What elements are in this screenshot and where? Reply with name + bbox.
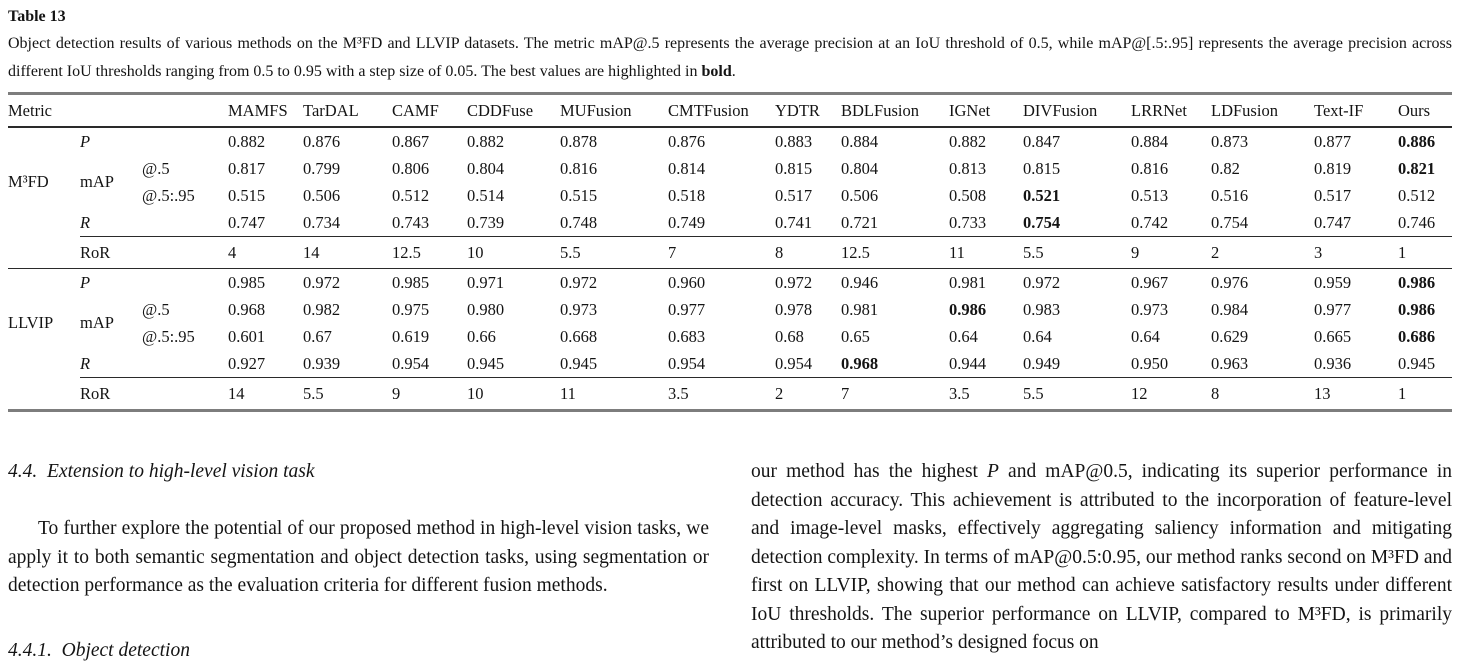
table-caption-text [8,30,1452,86]
value-cell: 0.619 [392,326,430,346]
value-cell: 0.815 [775,158,813,178]
value-cell: 0.513 [1131,185,1169,205]
caption-text-main: Object detection results of various methods on the M³FD and LLVIP datasets. The metric mAP@.5 represents the average precision at an IoU threshold of 0.5, while mAP@[.5:.95] represents the average precision across different IoU thresholds ranging from 0.5 to 0.95 with a step size of 0.05. The best values are highlighted in [8,35,1452,80]
value-cell: 0.878 [560,131,598,151]
value-cell: 0.67 [303,326,332,346]
value-cell: 0.746 [1398,212,1436,232]
value-cell: 0.747 [1314,212,1352,232]
value-cell: 1 [1398,237,1452,269]
value-cell: 0.944 [949,353,987,373]
value-cell: 0.936 [1314,353,1352,373]
dataset-section [8,127,1452,269]
right-paragraph-rest: and mAP@0.5, indicating its superior performance in detection accuracy. This achievement is attributed to the incorporation of feature-level and image-level masks, effectively aggregating saliency information and mitigating detection complexity. In terms of mAP@0.5:0.95, our method ranks second on M³FD and first on LLVIP, showing that our method can achieve satisfactory results under different IoU thresholds. The superior performance on LLVIP, compared to M³FD, is primarily attributed to our method’s designed focus on [751,461,1452,653]
value-cell: 14 [303,237,392,269]
value-cell: 12.5 [392,237,467,269]
table-caption-label: Table 13 [8,8,66,25]
value-cell: 0.734 [303,212,341,232]
script-p-symbol: P [987,461,999,482]
value-cell: 0.821 [1398,158,1436,178]
table-row [8,182,1452,209]
submetric-label: @.5 [142,158,170,178]
value-cell: 10 [467,378,560,411]
value-cell: 0.877 [1314,131,1352,151]
value-cell: 0.512 [1398,185,1436,205]
value-cell: 0.65 [841,326,870,346]
value-cell: 2 [1211,237,1314,269]
value-cell: 0.508 [949,185,987,205]
results-table [8,92,1452,412]
right-text-column [751,458,1452,665]
method-column-header: CMTFusion [668,94,775,128]
value-cell: 12 [1131,378,1211,411]
left-text-column [8,458,709,665]
submetric-label [142,127,228,155]
method-column-header: YDTR [775,94,841,128]
value-cell: 0.867 [392,131,430,151]
value-cell: 2 [775,378,841,411]
submetric-label: @.5:.95 [142,326,195,346]
value-cell: 0.986 [949,299,987,319]
value-cell: 0.884 [841,131,879,151]
value-cell: 14 [228,378,303,411]
value-cell: 9 [392,378,467,411]
table-row [8,127,1452,155]
metric-label: mAP [80,172,114,191]
value-cell: 0.986 [1398,299,1436,319]
value-cell: 0.873 [1211,131,1249,151]
value-cell: 0.954 [775,353,813,373]
value-cell: 0.518 [668,185,706,205]
value-cell: 0.506 [303,185,341,205]
submetric-label: @.5 [142,299,170,319]
value-cell: 0.949 [1023,353,1061,373]
table-header-row [8,94,1452,128]
value-cell: 0.939 [303,353,341,373]
table-row [8,350,1452,378]
method-column-header: IGNet [949,94,1023,128]
method-column-header: LDFusion [1211,94,1314,128]
value-cell: 11 [949,237,1023,269]
value-cell: 0.815 [1023,158,1061,178]
table-row [8,209,1452,237]
value-cell: 0.984 [1211,299,1249,319]
value-cell: 0.733 [949,212,987,232]
value-cell: 0.884 [1131,131,1169,151]
method-column-header: MUFusion [560,94,668,128]
value-cell: 3.5 [949,378,1023,411]
value-cell: 0.804 [841,158,879,178]
metric-column-header: Metric [8,94,228,128]
value-cell: 0.66 [467,326,496,346]
value-cell: 0.515 [560,185,598,205]
method-column-header: CAMF [392,94,467,128]
metric-label: P [80,272,91,292]
value-cell: 0.983 [1023,299,1061,319]
submetric-label: @.5:.95 [142,185,195,205]
right-paragraph-start: our method has the highest [751,461,988,482]
value-cell: 0.883 [775,131,813,151]
value-cell: 0.981 [841,299,879,319]
value-cell: 0.816 [560,158,598,178]
value-cell: 0.967 [1131,272,1169,292]
value-cell: 0.968 [228,299,266,319]
value-cell: 8 [775,237,841,269]
value-cell: 0.683 [668,326,706,346]
value-cell: 0.754 [1211,212,1249,232]
value-cell: 12.5 [841,237,949,269]
value-cell: 0.64 [1131,326,1160,346]
value-cell: 0.517 [1314,185,1352,205]
table-row [8,378,1452,411]
value-cell: 0.954 [668,353,706,373]
method-column-header: LRRNet [1131,94,1211,128]
value-cell: 0.954 [392,353,430,373]
value-cell: 0.927 [228,353,266,373]
value-cell: 0.749 [668,212,706,232]
submetric-label [142,209,228,237]
value-cell: 4 [228,237,303,269]
value-cell: 0.950 [1131,353,1169,373]
value-cell: 0.521 [1023,185,1061,205]
value-cell: 7 [841,378,949,411]
value-cell: 0.985 [228,272,266,292]
value-cell: 5.5 [560,237,668,269]
value-cell: 10 [467,237,560,269]
value-cell: 0.601 [228,326,266,346]
value-cell: 11 [560,378,668,411]
method-column-header: DIVFusion [1023,94,1131,128]
value-cell: 3.5 [668,378,775,411]
value-cell: 5.5 [1023,237,1131,269]
value-cell: 0.515 [228,185,266,205]
value-cell: 0.882 [949,131,987,151]
method-column-header: BDLFusion [841,94,949,128]
ror-spacer-cell [8,237,80,269]
value-cell: 0.945 [560,353,598,373]
submetric-label [142,350,228,378]
value-cell: 0.975 [392,299,430,319]
value-cell: 0.721 [841,212,879,232]
method-column-header: MAMFS [228,94,303,128]
method-column-header: TarDAL [303,94,392,128]
table-row [8,155,1452,182]
value-cell: 0.813 [949,158,987,178]
value-cell: 0.754 [1023,212,1061,232]
value-cell: 0.739 [467,212,505,232]
dataset-section [8,269,1452,411]
metric-label: mAP [80,313,114,332]
right-paragraph [751,458,1452,658]
method-column-header: CDDFuse [467,94,560,128]
value-cell: 0.972 [775,272,813,292]
table-row [8,269,1452,297]
value-cell: 0.976 [1211,272,1249,292]
value-cell: 0.960 [668,272,706,292]
value-cell: 0.982 [303,299,341,319]
value-cell: 0.945 [1398,353,1436,373]
value-cell: 0.882 [228,131,266,151]
value-cell: 0.804 [467,158,505,178]
value-cell: 0.973 [560,299,598,319]
value-cell: 0.945 [467,353,505,373]
section-heading: 4.4. Extension to high-level vision task [8,461,315,482]
value-cell: 0.876 [303,131,341,151]
value-cell: 0.741 [775,212,813,232]
table-row [8,296,1452,323]
value-cell: 0.972 [560,272,598,292]
metric-label: R [80,353,91,373]
value-cell: 0.64 [949,326,978,346]
ror-label: RoR [80,378,228,411]
value-cell: 0.876 [668,131,706,151]
value-cell: 0.816 [1131,158,1169,178]
value-cell: 0.971 [467,272,505,292]
value-cell: 0.514 [467,185,505,205]
value-cell: 0.819 [1314,158,1352,178]
caption-tail: . [731,63,736,80]
value-cell: 0.517 [775,185,813,205]
value-cell: 0.686 [1398,326,1436,346]
value-cell: 0.946 [841,272,879,292]
body-text-columns [8,458,1452,665]
value-cell: 0.986 [1398,272,1436,292]
value-cell: 0.747 [228,212,266,232]
value-cell: 0.743 [392,212,430,232]
left-paragraph: To further explore the potential of our proposed method in high-level vision tasks, we apply it to both semantic segmentation and object detection tasks, using segmentation or detection performance as the evaluation criteria for different fusion methods. [8,518,709,596]
value-cell: 0.512 [392,185,430,205]
value-cell: 0.817 [228,158,266,178]
value-cell: 0.668 [560,326,598,346]
value-cell: 0.977 [668,299,706,319]
value-cell: 0.68 [775,326,804,346]
dataset-label: M³FD [8,172,49,192]
submetric-label [142,269,228,297]
value-cell: 0.968 [841,353,879,373]
value-cell: 0.963 [1211,353,1249,373]
table-row [8,323,1452,350]
value-cell: 1 [1398,378,1452,411]
value-cell: 0.978 [775,299,813,319]
value-cell: 0.886 [1398,131,1436,151]
value-cell: 0.82 [1211,158,1240,178]
value-cell: 5.5 [303,378,392,411]
value-cell: 3 [1314,237,1398,269]
value-cell: 0.981 [949,272,987,292]
value-cell: 13 [1314,378,1398,411]
value-cell: 0.882 [467,131,505,151]
value-cell: 9 [1131,237,1211,269]
value-cell: 0.814 [668,158,706,178]
value-cell: 0.742 [1131,212,1169,232]
value-cell: 0.665 [1314,326,1352,346]
subsection-heading: 4.4.1. Object detection [8,639,190,661]
metric-label: P [80,131,91,151]
caption-bold-word: bold [701,63,732,80]
value-cell: 5.5 [1023,378,1131,411]
metric-label: R [80,212,91,232]
value-cell: 0.977 [1314,299,1352,319]
value-cell: 0.748 [560,212,598,232]
value-cell: 8 [1211,378,1314,411]
value-cell: 0.973 [1131,299,1169,319]
value-cell: 7 [668,237,775,269]
value-cell: 0.959 [1314,272,1352,292]
table-row [8,237,1452,269]
dataset-label: LLVIP [8,313,54,333]
value-cell: 0.972 [1023,272,1061,292]
ror-spacer-cell [8,378,80,411]
value-cell: 0.629 [1211,326,1249,346]
ror-label: RoR [80,237,228,269]
value-cell: 0.806 [392,158,430,178]
value-cell: 0.980 [467,299,505,319]
method-column-header: Text-IF [1314,94,1398,128]
value-cell: 0.985 [392,272,430,292]
value-cell: 0.64 [1023,326,1052,346]
method-column-header: Ours [1398,94,1452,128]
value-cell: 0.847 [1023,131,1061,151]
value-cell: 0.516 [1211,185,1249,205]
value-cell: 0.506 [841,185,879,205]
value-cell: 0.972 [303,272,341,292]
value-cell: 0.799 [303,158,341,178]
